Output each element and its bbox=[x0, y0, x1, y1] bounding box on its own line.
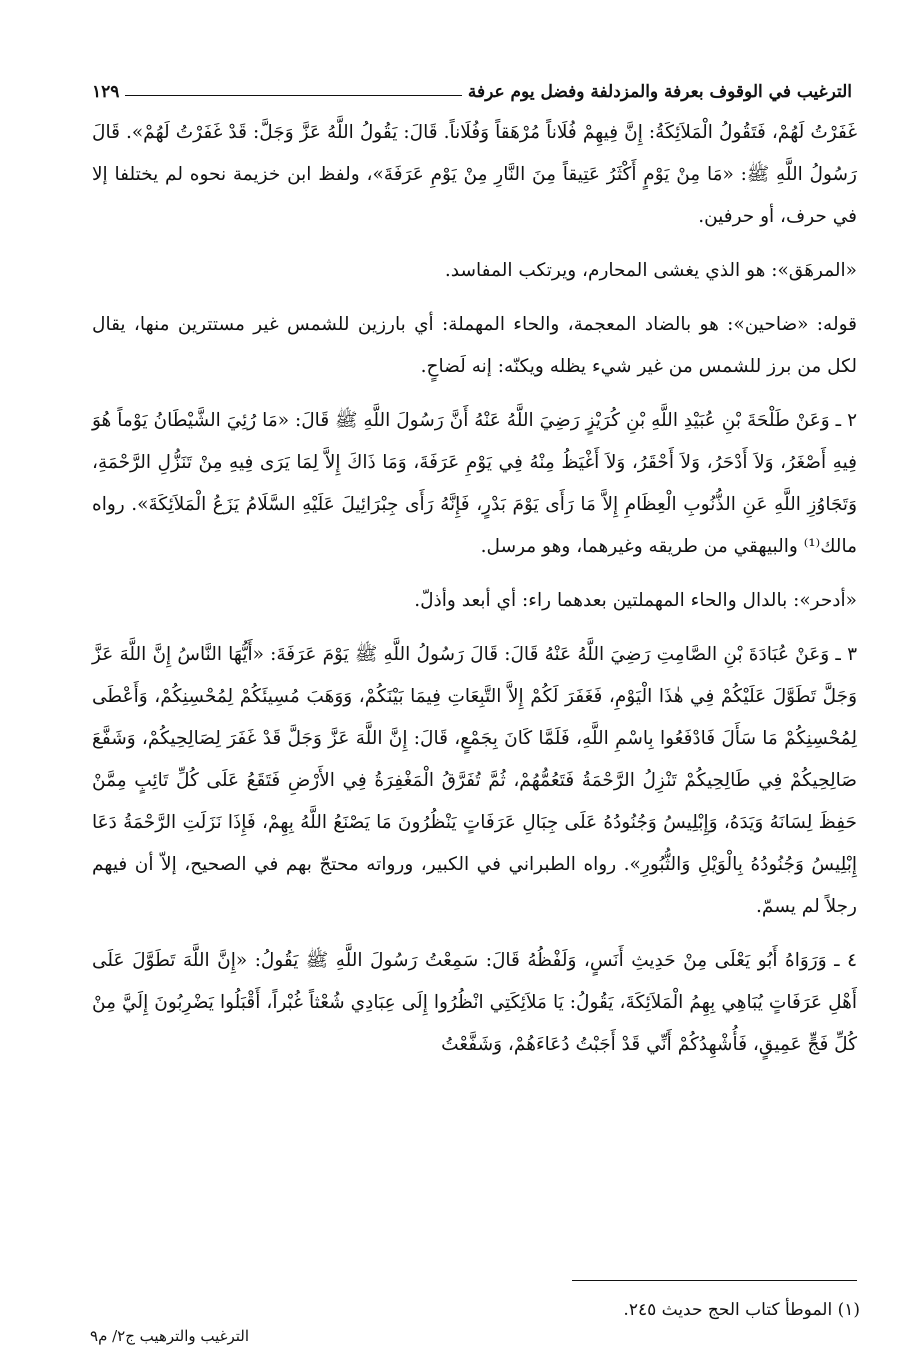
paragraph-definition: «أدحر»: بالدال والحاء المهملتين بعدهما راء: أي أبعد وأذلّ. bbox=[414, 590, 857, 611]
running-header bbox=[92, 76, 852, 102]
hadith-4: ٤ ـ وَرَوَاهُ أَبُو يَعْلَى مِنْ حَدِيثِ أَنَسٍ، وَلَفْظُهُ قَالَ: سَمِعْتُ رَسُولَ اللَّهِ ﷺ يَقُولُ: «إِنَّ اللَّهَ تَطَوَّلَ عَلَى أَهْلِ عَرَفَاتٍ يُبَاهِي بِهِمُ الْمَلاَئِكَةَ، يَقُولُ: يَا مَلاَئِكَتِي انْظُرُوا إِلَى عِبَادِي شُعْثاً غُبْراً، أَقْبَلُوا يَضْرِبُونَ إِلَيَّ مِنْ كُلِّ فَجٍّ عَمِيقٍ، فَأُشْهِدُكُمْ أَنِّي قَدْ أَجَبْتُ دُعَاءَهُمْ، وَشَفَّعْتُ bbox=[92, 950, 857, 1055]
header-rule bbox=[125, 94, 461, 96]
paragraph-3: قوله: «ضاحين»: هو بالضاد المعجمة، والحاء المهملة: أي بارزين للشمس غير مستترين منها، يقال لكل من برز للشمس من غير شيء يظله ويكنّه: إنه لَضاحٍ. bbox=[92, 314, 857, 377]
signature-mark: الترغيب والترهيب ج٢/ م٩ bbox=[90, 1327, 250, 1345]
page-body bbox=[92, 112, 857, 1078]
footnote: (١) الموطأ كتاب الحج حديث ٢٤٥. bbox=[623, 1300, 860, 1320]
chapter-title: الترغيب في الوقوف بعرفة والمزدلفة وفضل يوم عرفة bbox=[467, 82, 852, 102]
hadith-3: ٣ ـ وَعَنْ عُبَادَةَ بْنِ الصَّامِتِ رَضِيَ اللَّهُ عَنْهُ قَالَ: قَالَ رَسُولُ اللَّهِ ﷺ يَوْمَ عَرَفَةَ: «أَيُّهَا النَّاسُ إِنَّ اللَّهَ عَزَّ وَجَلَّ تَطَوَّلَ عَلَيْكُمْ فِي هٰذَا الْيَوْمِ، فَغَفَرَ لَكُمْ إِلاَّ التَّبِعَاتِ فِيمَا بَيْنَكُمْ، وَوَهَبَ مُسِيئَكُمْ لِمُحْسِنِكُمْ، وَأَعْطَى لِمُحْسِنِكُمْ مَا سَأَلَ فَادْفَعُوا بِاسْمِ اللَّهِ، فَلَمَّا كَانَ بِجَمْعٍ، قَالَ: إِنَّ اللَّهَ عَزَّ وَجَلَّ قَدْ غَفَرَ لِصَالِحِيكُمْ، وَشَفَّعَ صَالِحِيكُمْ فِي طَالِحِيكُمْ تَنْزِلُ الرَّحْمَةُ فَتَعُمُّهُمْ، ثُمَّ تُفَرَّقُ الْمَغْفِرَةُ فِي الأَرْضِ فَتَقَعُ عَلَى كُلِّ تَائِبٍ مِمَّنْ حَفِظَ لِسَانَهُ وَيَدَهُ، وَإِبْلِيسُ وَجُنُودُهُ عَلَى جِبَالِ عَرَفَاتٍ يَنْظُرُونَ مَا يَصْنَعُ اللَّهُ بِهِمْ، فَإِذَا نَزَلَتِ الرَّحْمَةُ دَعَا إِبْلِيسُ وَجُنُودُهُ بِالْوَيْلِ وَالثُّبُورِ». رواه الطبراني في الكبير، ورواته محتجّ بهم في الصحيح، إلاّ أن فيهم رجلاً لم يسمّ. bbox=[92, 644, 857, 917]
footnote-rule bbox=[572, 1280, 857, 1281]
paragraph-1: غَفَرْتُ لَهُمْ، فَتَقُولُ الْمَلاَئِكَةُ: إِنَّ فِيهِمْ فُلَاناً مُرْهَقاً وَفُلَاناً. قَالَ: يَقُولُ اللَّهُ عَزَّ وَجَلَّ: قَدْ غَفَرْتُ لَهُمْ». قَالَ رَسُولُ اللَّهِ ﷺ: «مَا مِنْ يَوْمٍ أَكْثَرُ عَتِيقاً مِنَ النَّارِ مِنْ يَوْمِ عَرَفَةَ»، ولفظ ابن خزيمة نحوه لم يختلفا إلا في حرف، أو حرفين. bbox=[92, 122, 857, 227]
paragraph-2: «المرهَق»: هو الذي يغشى المحارم، ويرتكب المفاسد. bbox=[444, 260, 857, 281]
hadith-2: ٢ ـ وَعَنْ طَلْحَةَ بْنِ عُبَيْدِ اللَّهِ بْنِ كُرَيْزٍ رَضِيَ اللَّهُ عَنْهُ أَنَّ رَسُولَ اللَّهِ ﷺ قَالَ: «مَا رُئِيَ الشَّيْطَانُ يَوْماً هُوَ فِيهِ أَصْغَرُ، وَلاَ أَدْحَرُ، وَلاَ أَحْقَرُ، وَلاَ أَغْيَظُ مِنْهُ فِي يَوْمِ عَرَفَةَ، وَمَا ذَاكَ إِلاَّ لِمَا يَرَى فِيهِ مِنْ تَنَزُّلِ الرَّحْمَةِ، وَتَجَاوُزِ اللَّهِ عَنِ الذُّنُوبِ الْعِظَامِ إِلاَّ مَا رَأَى يَوْمَ بَدْرٍ، فَإِنَّهُ رَأَى جِبْرَائِيلَ عَلَيْهِ السَّلَامُ يَزَعُ الْمَلاَئِكَةَ». رواه مالك⁽¹⁾ والبيهقي من طريقه وغيرهما، وهو مرسل. bbox=[92, 410, 857, 557]
page-number: ١٢٩ bbox=[92, 82, 120, 102]
